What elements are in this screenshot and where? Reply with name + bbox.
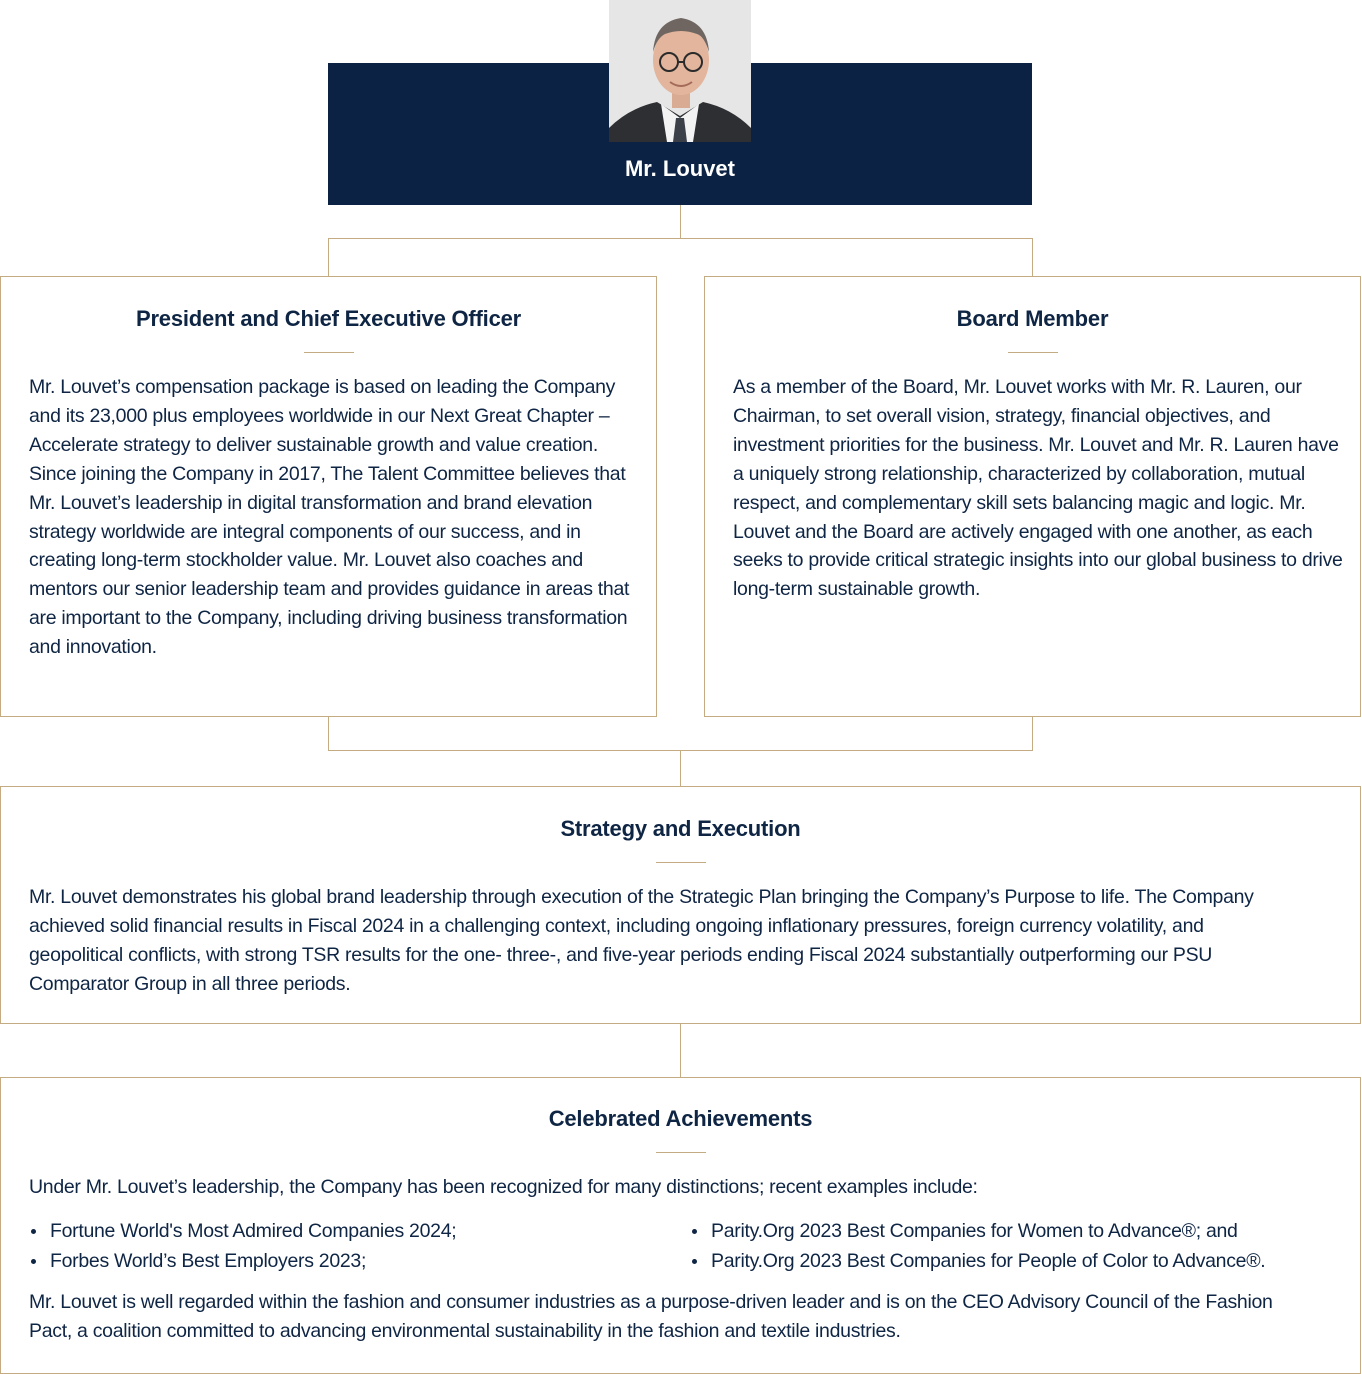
card-title: Strategy and Execution: [560, 816, 801, 841]
achievements-list-right: [690, 1216, 1265, 1276]
card-title: Celebrated Achievements: [548, 1106, 813, 1131]
ceo-role-card: [0, 276, 657, 717]
connector-line: [680, 750, 681, 786]
title-divider: [304, 352, 354, 353]
list-item: Parity.Org 2023 Best Companies for People of Color to Advance®.: [690, 1246, 1265, 1276]
card-body: Mr. Louvet demonstrates his global brand leadership through execution of the Strategic Plan bringing the Company’s Purpose to life. The Company achieved solid financial results in Fiscal 2024 in a challenging context, including ongoing inflationary pressures, foreign currency volatility, and geopolitical conflicts, with strong TSR results for the one- three-, and five-year periods ending Fiscal 2024 substantially outperforming our PSU Comparator Group in all three periods.: [29, 886, 1254, 995]
connector-line: [328, 238, 329, 276]
card-body: As a member of the Board, Mr. Louvet works with Mr. R. Lauren, our Chairman, to set overall vision, strategy, financial objectives, and investment priorities for the business. Mr. Louvet and Mr. R. Lauren have a uniquely strong relationship, characterized by collaboration, mutual respect, and complementary skill sets balancing magic and logic. Mr. Louvet and the Board are actively engaged with one another, as each seeks to provide critical strategic insights into our global business to drive long-term sustainable growth.: [733, 376, 1343, 601]
title-divider: [656, 862, 706, 863]
achievements-intro: Under Mr. Louvet’s leadership, the Company has been recognized for many distinctions; recent examples include:: [29, 1176, 978, 1198]
title-divider: [1008, 352, 1058, 353]
card-title: President and Chief Executive Officer: [135, 306, 522, 331]
connector-line: [328, 238, 1033, 239]
portrait-illustration: [609, 0, 751, 142]
board-role-card: [704, 276, 1361, 717]
achievements-list-left: [29, 1216, 456, 1276]
achievements-list: [1, 1216, 1360, 1276]
connector-line: [680, 205, 681, 238]
portrait-photo: [609, 0, 751, 142]
achievements-closing: Mr. Louvet is well regarded within the fashion and consumer industries as a purpose-driven leader and is on the CEO Advisory Council of the Fashion Pact, a coalition committed to advancing environmental sustainability in the fashion and textile industries.: [29, 1290, 1273, 1342]
strategy-card: [0, 786, 1361, 1024]
connector-line: [1032, 716, 1033, 750]
card-title: Board Member: [956, 306, 1109, 331]
connector-line: [328, 716, 329, 750]
list-item: Fortune World's Most Admired Companies 2024;: [29, 1216, 456, 1246]
connector-line: [680, 1023, 681, 1077]
achievements-card: [0, 1077, 1361, 1374]
connector-line: [1032, 238, 1033, 276]
executive-name: Mr. Louvet: [624, 156, 735, 181]
list-item: Parity.Org 2023 Best Companies for Women to Advance®; and: [690, 1216, 1265, 1246]
title-divider: [656, 1152, 706, 1153]
list-item: Forbes World’s Best Employers 2023;: [29, 1246, 456, 1276]
card-body: Mr. Louvet’s compensation package is based on leading the Company and its 23,000 plus employees worldwide in our Next Great Chapter – Accelerate strategy to deliver sustainable growth and value creation. Since joining the Company in 2017, The Talent Committee believes that Mr. Louvet’s leadership in digital transformation and brand elevation strategy worldwide are integral components of our success, and in creating long-term stockholder value. Mr. Louvet also coaches and mentors our senior leadership team and provides guidance in areas that are important to the Company, including driving business transformation and innovation.: [29, 376, 630, 659]
